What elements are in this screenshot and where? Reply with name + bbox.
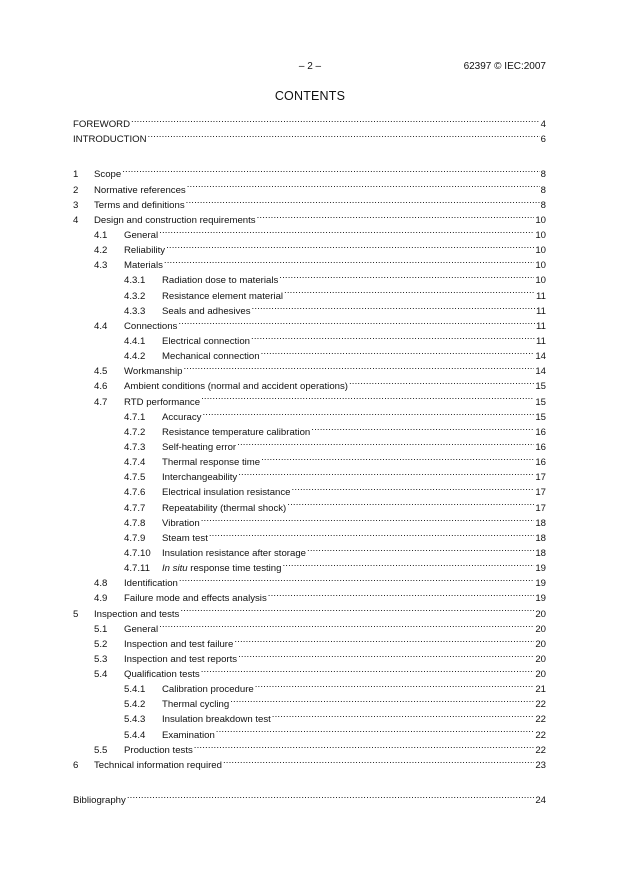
page-number: – 2 – (298, 61, 322, 72)
toc-leader-dots (180, 601, 534, 616)
toc-entry[interactable] (73, 480, 546, 499)
toc-leader-dots (257, 208, 535, 223)
toc-leader-dots (349, 374, 534, 389)
page-title: CONTENTS (274, 89, 346, 103)
toc-entry-number: 6 (73, 759, 79, 771)
toc-entry-page: 22 (535, 699, 546, 711)
toc-entry-page: 11 (536, 335, 546, 347)
toc-entry-number: 5.2 (94, 638, 108, 650)
toc-entry-title: INTRODUCTION (73, 134, 147, 146)
toc-leader-dots (159, 617, 534, 632)
toc-leader-dots (234, 632, 534, 647)
toc-entry[interactable] (73, 299, 546, 317)
toc-entry-title: In situ response time testing (162, 563, 282, 575)
toc-leader-dots (238, 647, 534, 662)
toc-leader-dots (307, 541, 534, 556)
standard-reference: 62397 © IEC:2007 (463, 61, 546, 72)
toc-entry-number: 4.7 (94, 396, 108, 408)
toc-entry-number: 5.4.2 (124, 699, 146, 711)
toc-leader-dots (284, 283, 535, 298)
toc-entry-title: Inspection and test reports (124, 653, 238, 665)
toc-entry-page: 22 (535, 744, 546, 756)
toc-entry-title: Mechanical connection (162, 351, 260, 363)
toc-entry-page: 20 (535, 608, 546, 620)
toc-entry-page: 15 (535, 411, 546, 423)
toc-entry-page: 11 (536, 290, 546, 302)
toc-entry[interactable] (73, 677, 546, 696)
toc-entry-title: FOREWORD (73, 119, 131, 131)
toc-entry[interactable] (73, 223, 546, 241)
toc-entry-page: 20 (535, 653, 546, 665)
toc-leader-dots (272, 707, 535, 722)
toc-leader-dots (268, 586, 535, 601)
toc-entry-title: Inspection and test failure (124, 638, 234, 650)
toc-entry[interactable] (73, 359, 546, 378)
toc-entry-title: Reliability (124, 245, 166, 257)
toc-entry-page: 24 (535, 795, 546, 807)
toc-entry-title: Workmanship (124, 366, 183, 378)
toc-entry[interactable] (73, 722, 546, 741)
toc-leader-dots (202, 405, 534, 420)
toc-entry-page: 14 (535, 366, 546, 378)
toc-entry-page: 18 (535, 547, 546, 559)
toc-entry-page: 19 (535, 563, 546, 575)
toc-entry[interactable] (73, 344, 546, 363)
toc-entry-title: Design and construction requirements (94, 214, 256, 226)
toc-entry-title: RTD performance (124, 396, 201, 408)
toc-entry-title: Electrical connection (162, 335, 250, 347)
toc-entry-number: 5.3 (94, 653, 108, 665)
toc-leader-dots (159, 223, 534, 238)
toc-leader-dots (164, 253, 534, 268)
toc-entry[interactable] (73, 788, 546, 807)
toc-entry-page: 17 (535, 487, 546, 499)
toc-entry[interactable] (73, 162, 546, 181)
toc-entry[interactable] (73, 707, 546, 726)
toc-entry-number: 4.7.11 (124, 563, 150, 575)
toc-leader-dots (261, 450, 534, 465)
toc-entry-number: 2 (73, 184, 79, 196)
toc-entry-title: Normative references (94, 184, 186, 196)
toc-leader-dots (279, 268, 534, 283)
toc-entry[interactable] (73, 511, 546, 529)
toc-leader-dots (261, 344, 535, 359)
toc-entry[interactable] (73, 193, 546, 211)
toc-entry-title: Steam test (162, 532, 208, 544)
toc-entry-number: 5.4.4 (124, 729, 146, 741)
toc-entry-title: Self-heating error (162, 441, 237, 453)
toc-leader-dots (282, 556, 534, 571)
toc-leader-dots (179, 571, 534, 586)
toc-entry[interactable] (73, 268, 546, 287)
toc-entry-page: 15 (535, 396, 546, 408)
toc-leader-dots (287, 495, 534, 510)
toc-entry[interactable] (73, 420, 546, 438)
toc-entry[interactable] (73, 405, 546, 423)
toc-entry[interactable] (73, 647, 546, 665)
toc-entry-page: 11 (536, 305, 546, 317)
toc-leader-dots (252, 299, 535, 314)
toc-entry-number: 5.4.3 (124, 714, 146, 726)
toc-leader-dots (209, 526, 534, 541)
toc-entry-number: 4.3.3 (124, 305, 146, 317)
toc-leader-dots (251, 329, 535, 344)
toc-entry-page: 8 (540, 184, 546, 196)
toc-entry-title: General (124, 229, 159, 241)
toc-entry-number: 3 (73, 199, 79, 211)
toc-entry-page: 8 (540, 199, 546, 211)
toc-entry[interactable] (73, 753, 546, 771)
toc-entry-title: Resistance temperature calibration (162, 426, 311, 438)
toc-leader-dots (216, 722, 535, 737)
toc-entry[interactable] (73, 601, 546, 620)
table-of-contents (73, 112, 546, 807)
toc-entry[interactable] (73, 389, 546, 408)
toc-entry-title: Repeatability (thermal shock) (162, 502, 287, 514)
toc-entry[interactable] (73, 253, 546, 272)
toc-entry-page: 20 (535, 623, 546, 635)
toc-entry-title: Materials (124, 260, 163, 272)
toc-entry-page: 18 (535, 517, 546, 529)
toc-entry-page: 21 (535, 684, 546, 696)
toc-entry-number: 4.7.10 (124, 547, 151, 559)
toc-entry-page: 8 (540, 169, 546, 181)
toc-entry-page: 22 (535, 729, 546, 741)
toc-entry[interactable] (73, 374, 546, 393)
toc-entry-title: Thermal cycling (162, 699, 230, 711)
toc-entry[interactable] (73, 314, 546, 332)
toc-entry-title: Vibration (162, 517, 200, 529)
toc-entry[interactable] (73, 556, 546, 575)
toc-entry-page: 19 (535, 593, 546, 605)
toc-entry[interactable] (73, 208, 546, 226)
toc-entry-title: Bibliography (73, 795, 126, 807)
toc-entry-number: 4 (73, 214, 79, 226)
toc-entry-title: Electrical insulation resistance (162, 487, 291, 499)
toc-entry-number: 1 (73, 169, 79, 181)
toc-entry-number: 4.4.1 (124, 335, 146, 347)
toc-entry[interactable] (73, 586, 546, 605)
toc-leader-dots (255, 677, 535, 692)
toc-entry-number: 4.4.2 (124, 351, 146, 363)
toc-entry-title: Identification (124, 578, 178, 590)
toc-entry[interactable] (73, 465, 546, 484)
toc-entry-page: 6 (540, 134, 546, 146)
toc-entry-page: 17 (535, 472, 546, 484)
toc-entry-page: 20 (535, 638, 546, 650)
toc-entry-title: Resistance element material (162, 290, 284, 302)
toc-entry-title: Ambient conditions (normal and accident operations) (124, 381, 348, 393)
toc-entry-title: Thermal response time (162, 457, 261, 469)
toc-entry-title: Qualification tests (124, 669, 200, 681)
toc-entry-title: Terms and definitions (94, 199, 185, 211)
toc-entry-page: 16 (535, 426, 546, 438)
toc-leader-dots (201, 389, 534, 404)
toc-entry-title: Examination (162, 729, 215, 741)
toc-entry[interactable] (73, 450, 546, 469)
toc-entry-title: Radiation dose to materials (162, 275, 279, 287)
toc-entry-number: 5.5 (94, 744, 108, 756)
toc-entry-page: 11 (536, 320, 546, 332)
toc-entry-title: Scope (94, 169, 122, 181)
toc-entry[interactable] (73, 692, 546, 711)
toc-entry[interactable] (73, 662, 546, 681)
toc-entry-page: 16 (535, 441, 546, 453)
toc-entry-number: 4.6 (94, 381, 108, 393)
toc-entry-number: 4.9 (94, 593, 108, 605)
toc-leader-dots (292, 480, 535, 495)
toc-entry[interactable] (73, 617, 546, 635)
toc-entry-number: 4.4 (94, 320, 108, 332)
toc-leader-dots (311, 420, 534, 435)
toc-entry-number: 4.3 (94, 260, 108, 272)
toc-entry-number: 4.7.3 (124, 441, 146, 453)
toc-leader-dots (131, 112, 540, 127)
toc-entry-title: Insulation resistance after storage (162, 547, 306, 559)
toc-entry-number: 4.2 (94, 245, 108, 257)
toc-entry-page: 10 (535, 275, 546, 287)
toc-entry-page: 22 (535, 714, 546, 726)
toc-leader-dots (166, 238, 534, 253)
toc-entry-page: 10 (535, 229, 546, 241)
toc-entry-number: 5.4 (94, 669, 108, 681)
toc-entry[interactable] (73, 571, 546, 590)
toc-leader-dots (223, 753, 534, 768)
toc-entry-number: 4.7.6 (124, 487, 146, 499)
toc-entry[interactable] (73, 738, 546, 756)
toc-entry-number: 4.1 (94, 229, 108, 241)
toc-entry-title: Technical information required (94, 759, 222, 771)
toc-entry-number: 5.1 (94, 623, 108, 635)
toc-entry-number: 4.7.5 (124, 472, 146, 484)
toc-leader-dots (178, 314, 535, 329)
toc-leader-dots (187, 177, 540, 192)
toc-entry-page: 4 (540, 119, 546, 131)
toc-entry-title: Connections (124, 320, 178, 332)
toc-entry-number: 4.7.8 (124, 517, 146, 529)
toc-entry[interactable] (73, 112, 546, 131)
toc-leader-dots (201, 511, 535, 526)
toc-entry-page: 15 (535, 381, 546, 393)
toc-entry-page: 10 (535, 260, 546, 272)
toc-leader-dots (122, 162, 539, 177)
toc-entry-number: 4.7.2 (124, 426, 146, 438)
toc-entry-title: Insulation breakdown test (162, 714, 271, 726)
toc-entry-page: 14 (535, 351, 546, 363)
toc-leader-dots (186, 193, 540, 208)
toc-entry-title: Inspection and tests (94, 608, 180, 620)
toc-entry-number: 4.5 (94, 366, 108, 378)
toc-entry[interactable] (73, 177, 546, 196)
toc-entry-number: 4.7.9 (124, 532, 146, 544)
toc-entry-number: 4.7.4 (124, 457, 146, 469)
toc-entry-title: Interchangeability (162, 472, 238, 484)
toc-entry[interactable] (73, 495, 546, 514)
toc-entry-number: 4.3.2 (124, 290, 146, 302)
toc-leader-dots (148, 127, 540, 142)
toc-entry-number: 4.7.7 (124, 502, 146, 514)
toc-entry-number: 4.3.1 (124, 275, 146, 287)
toc-entry[interactable] (73, 632, 546, 650)
toc-entry-title: Calibration procedure (162, 684, 254, 696)
toc-entry-page: 10 (535, 214, 546, 226)
toc-entry-page: 23 (535, 759, 546, 771)
toc-leader-dots (201, 662, 535, 677)
toc-entry-number: 4.7.1 (124, 411, 146, 423)
toc-entry[interactable] (73, 526, 546, 544)
toc-entry[interactable] (73, 541, 546, 559)
toc-entry[interactable] (73, 238, 546, 257)
toc-entry-number: 4.8 (94, 578, 108, 590)
toc-leader-dots (237, 435, 534, 450)
toc-entry[interactable] (73, 435, 546, 453)
toc-entry-number: 5 (73, 608, 79, 620)
toc-entry[interactable] (73, 329, 546, 347)
toc-leader-dots (194, 738, 535, 753)
toc-entry[interactable] (73, 127, 546, 146)
toc-leader-dots (230, 692, 534, 707)
toc-entry-title: Accuracy (162, 411, 202, 423)
toc-entry-page: 19 (535, 578, 546, 590)
toc-leader-dots (183, 359, 534, 374)
toc-entry-page: 10 (535, 245, 546, 257)
toc-entry[interactable] (73, 283, 546, 302)
toc-entry-title: General (124, 623, 159, 635)
toc-entry-number: 5.4.1 (124, 684, 146, 696)
toc-entry-page: 17 (535, 502, 546, 514)
toc-entry-title: Failure mode and effects analysis (124, 593, 267, 605)
toc-entry-page: 18 (535, 532, 546, 544)
toc-entry-title: Production tests (124, 744, 193, 756)
toc-entry-page: 16 (535, 457, 546, 469)
toc-leader-dots (127, 788, 535, 803)
toc-entry-title: Seals and adhesives (162, 305, 251, 317)
toc-entry-page: 20 (535, 669, 546, 681)
toc-leader-dots (238, 465, 534, 480)
